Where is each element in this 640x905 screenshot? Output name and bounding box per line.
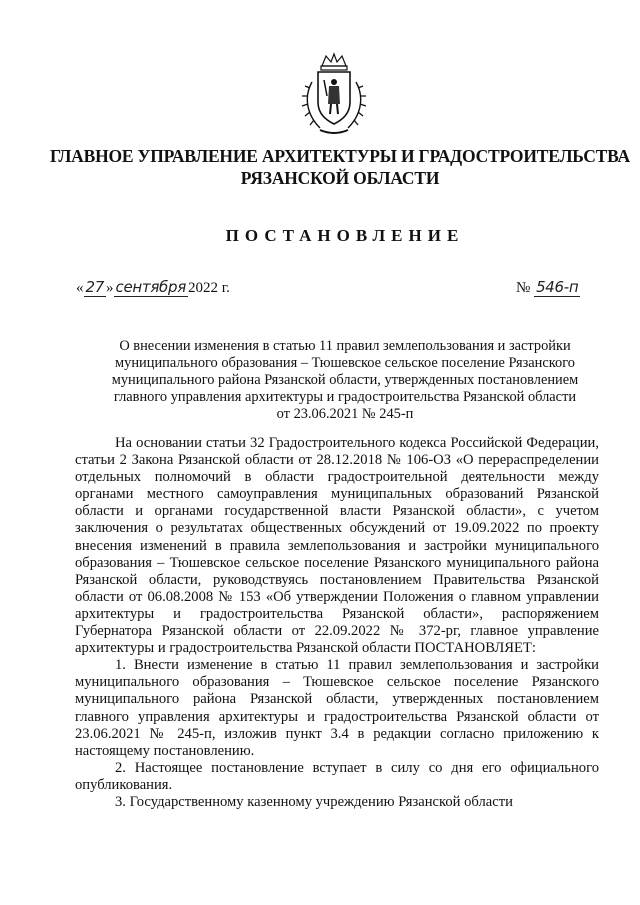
organization-name (40, 145, 640, 189)
document-subject (85, 338, 605, 423)
subject-line-4: главного управления архитектуры и градостроительства Рязанской области (113, 389, 577, 405)
document-body (75, 435, 599, 811)
subject-line-5: от 23.06.2021 № 245-п (276, 406, 414, 422)
item-2-paragraph: 2. Настоящее постановление вступает в силу со дня его официального опубликования. (75, 759, 599, 793)
item-3-paragraph: 3. Государственному казенному учреждению Рязанской области (115, 793, 513, 810)
number-value: 546-п (536, 278, 579, 296)
document-type-title: ПОСТАНОВЛЕНИЕ (225, 226, 465, 245)
subject-line-2: муниципального образования – Тюшевское сельское поселение Рязанского (115, 355, 575, 371)
coat-of-arms-emblem (298, 52, 370, 138)
document-number (516, 278, 580, 297)
item-1-paragraph: 1. Внести изменение в статью 11 правил землепользования и застройки муниципального образования – Тюшевское сельское поселение Рязанского муниципального района Рязанской области, утвержденных постановлением главного управления архитектуры и градостроительства Рязанской области от 23.06.2021 № 245-п, изложив пункт 3.4 в редакции согласно приложению к настоящему постановлению. (75, 657, 599, 759)
date-day: 27 (85, 278, 104, 296)
date-open-quote: « (76, 280, 84, 296)
document-date (76, 278, 230, 297)
subject-line-1: О внесении изменения в статью 11 правил землепользования и застройки (119, 338, 571, 354)
date-year: 2022 г. (187, 280, 230, 296)
preamble-paragraph: На основании статьи 32 Градостроительного кодекса Российской Федерации, статьи 2 Закона Рязанской области от 28.12.2018 № 106-ОЗ «О перераспределении отдельных полномочий в области градостроительной деятельности между органами местного самоуправления муниципальных образований Рязанской области и органами государственной власти Рязанской области», с учетом заключения о результатах общественных обсуждений от 19.09.2022 по проекту внесения изменений в правила землепользования и застройки муниципального образования – Тюшевское сельское поселение Рязанского муниципального района Рязанской области, руководствуясь постановлением Правительства Рязанской области от 06.08.2008 № 153 «Об утверждении Положения о главном управлении архитектуры и градостроительства Рязанской области», распоряжением Губернатора Рязанской области от 22.09.2022 № 372-рг, главное управление архитектуры и градостроительства Рязанской области ПОСТАНОВЛЯЕТ: (75, 435, 599, 657)
number-prefix: № (516, 280, 531, 296)
date-month: сентября (115, 278, 186, 296)
org-line-1: ГЛАВНОЕ УПРАВЛЕНИЕ АРХИТЕКТУРЫ И ГРАДОСТРОИТЕЛЬСТВА (50, 146, 630, 166)
date-close-quote: » (106, 280, 114, 296)
org-line-2: РЯЗАНСКОЙ ОБЛАСТИ (240, 168, 440, 188)
subject-line-3: муниципального района Рязанской области, утвержденных постановлением (111, 372, 579, 388)
